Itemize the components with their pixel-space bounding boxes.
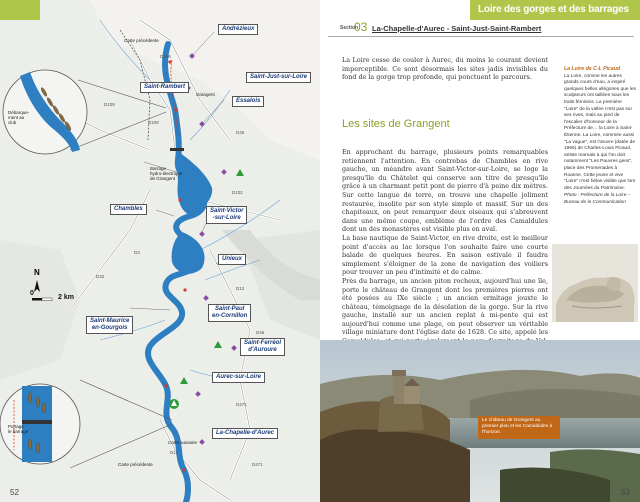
- town-unieux: Unieux: [218, 254, 246, 265]
- road-number: D471: [252, 462, 263, 467]
- section-title: La-Chapelle-d'Aurec - Saint-Just-Saint-Rambert: [372, 24, 542, 33]
- subtitle: Les sites de Grangent: [342, 118, 450, 130]
- town-saint-just-sur-loire: Saint-Just-sur-Loire: [246, 72, 311, 83]
- town-saint-paul: Saint-Paul en-Cornillon: [208, 304, 251, 322]
- town-saint-victor: Saint-Victor -sur-Loire: [206, 206, 247, 224]
- town-la-chapelle: La-Chapelle-d'Aurec: [212, 428, 278, 439]
- town-saint-maurice: Saint-Maurice en-Gourgois: [86, 316, 133, 334]
- scale-zero: 0: [30, 290, 34, 297]
- town-chambles: Chambles: [110, 204, 147, 215]
- road-number: D3: [134, 250, 140, 255]
- road-number: D109: [104, 102, 115, 107]
- corner-tab: [0, 0, 40, 20]
- sidebar-title: La Loire de C-L Picaud: [564, 66, 621, 72]
- sidebar-text: La Loire, comme les autres grands cours d'eau, a inspiré quelques belles allégories que les sculpteurs ont taillées sous les traits féminins. La première "Loire" de la vallée n'est pas sur ses rives, mais au pied de l'escalier d'honneur de la Préfecture de… la Loire à Saint-Étienne. La Loire, nommée aussi "La vague", est l'œuvre (datée de 1966) de Charles-Louis Picaud, artiste marnais à qui l'on doit notamment "Les Pauvres gens", place des Promenades à Roanne. Cette jeune et vive "Loire" n'est hélas visible que lors des Journées du Patrimoine.: [564, 73, 637, 191]
- paragraph: La base nautique de Saint-Victor, en rive droite, est le meilleur point d'accès au lac lorsque l'on souhaite faire une courte balade de quelques heures. En saison estivale il faudra simplement s'éloigner de la zone de navigation des voiliers pour trouver un peu d'intimité et de calme.: [342, 233, 548, 277]
- label-carte-precedente-bottom: Carte précédente: [118, 462, 153, 467]
- town-andrezieux: Andrézieux: [218, 24, 258, 35]
- road-number: D32: [96, 274, 105, 279]
- town-saint-ferreol: Saint-Ferréol d'Auroure: [240, 338, 285, 356]
- section-heading: [328, 19, 634, 37]
- road-number: D471: [236, 402, 247, 407]
- section-label: Section: [340, 25, 359, 31]
- sidebar-credit: Photo : Préfecture de la Loire – Bureau de la Communication: [564, 193, 631, 205]
- paragraph: En approchant du barrage, plusieurs points remarquables retiennent l'attention. En contrebas de Chambles en rive gauche, un méandre avant Saint-Victor-sur-Loire, se loge la presqu'île du Châtelet qui conserve son titre de presqu'île grâce à un charmant petit pont de pierre d'à peine dix mètres. Sur cette langue de terre, on trouve une chapelle joliment restaurée, insolite par son style simple et massif. Sur un des chapiteaux, on peut remarquer deux oiseaux qui s'abreuvent dans une même coupe, emblème de l'ordre des Camaldules dont un des monastères est visible plus en aval.: [342, 148, 548, 234]
- road-number: D46: [236, 130, 245, 135]
- road-number: D498: [160, 54, 171, 59]
- intro-paragraph: La Loire cesse de couler à Aurec, du moins le courant devient imperceptible. Ce sont désormais les sites jadis invisibles du fond de la gorge trop profonde, qui ponctuent le parcours.: [342, 56, 548, 82]
- text-page: [320, 0, 640, 502]
- paragraph: Près du barrage, un ancien piton rocheux, aujourd'hui une île, porte le château de Grangent dont les premières pierres ont été posées au IXe siècle ; un ancien ermitage jouxte le château, témoignage de la désolation de la gorge. Sur la rive gauche, installé sur un ancien replat à mi-pente qui est aujourd'hui comme une plage, on peut observer un véritable village miniature dont l'église date de 1628. Ce site, appelé les: [342, 276, 548, 337]
- statue-photo: [552, 244, 638, 322]
- sidebar-box: [564, 66, 636, 206]
- label-barrage: Barrage hydro-électrique de Grangent: [150, 166, 183, 181]
- town-essalois: Essalois: [232, 96, 264, 107]
- scale-two-km: 2 km: [58, 294, 74, 301]
- town-saint-rambert: Saint-Rambert: [140, 82, 189, 93]
- page-number-right: 53: [621, 488, 630, 497]
- town-aurec: Aurec-sur-Loire: [212, 372, 265, 383]
- road-number: D46: [256, 330, 265, 335]
- road-number: D102: [232, 190, 243, 195]
- road-number: D12: [236, 286, 245, 291]
- road-number: D12: [170, 450, 179, 455]
- chapter-header: Loire des gorges et des barrages: [470, 0, 640, 20]
- section-number: 03: [354, 20, 368, 34]
- label-debarquement: Débarque- ment au club: [8, 110, 30, 125]
- photo-caption: Le château de Grangent au premier plan et les Camaldules à l'horizon.: [478, 416, 560, 439]
- north-label: N: [34, 268, 40, 277]
- page-number-left: 52: [10, 488, 19, 497]
- label-carte-precedente-top: Carte précédente: [124, 38, 159, 43]
- label-carte-suivante: Carte suivante: [168, 440, 198, 445]
- label-portage: Portage le barrage: [8, 424, 29, 434]
- road-number: D108: [148, 120, 159, 125]
- label-grangent: Grangent: [196, 92, 215, 97]
